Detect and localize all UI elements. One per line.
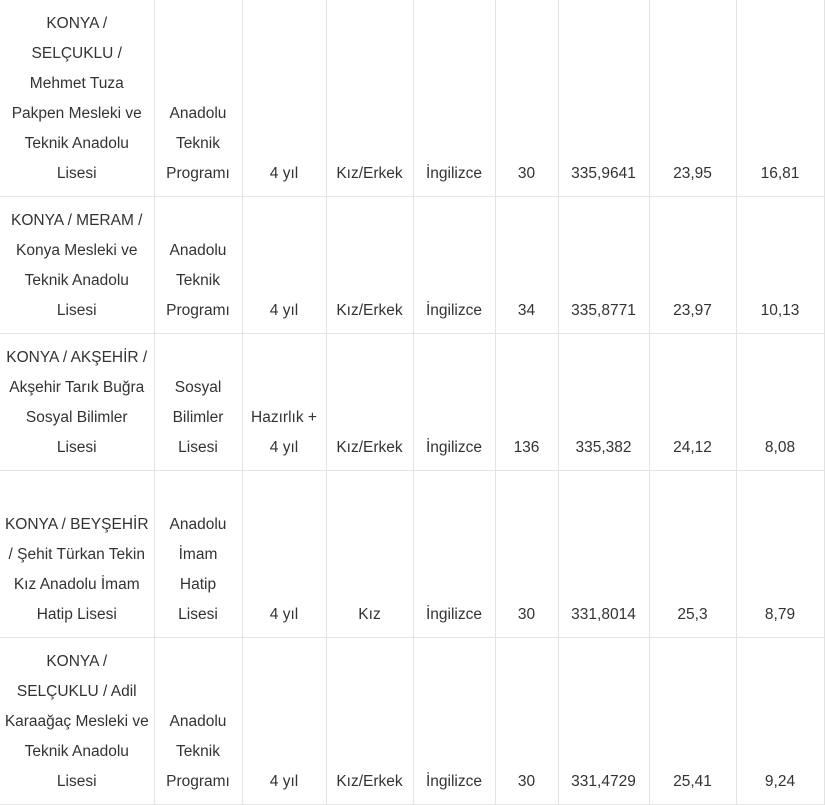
duration-cell: 4 yıl [242, 0, 326, 197]
duration-cell: 4 yıl [242, 638, 326, 805]
school-cell: KONYA / SELÇUKLU / Mehmet Tuza Pakpen Mesleki ve Teknik Anadolu Lisesi [0, 0, 154, 197]
gender-cell: Kız/Erkek [326, 334, 413, 471]
quota-cell: 30 [495, 471, 558, 638]
quota-cell: 34 [495, 197, 558, 334]
table-row [0, 334, 824, 471]
table-row [0, 471, 824, 638]
duration-cell: 4 yıl [242, 197, 326, 334]
program-cell: Anadolu İmam Hatip Lisesi [154, 471, 242, 638]
language-cell: İngilizce [413, 0, 495, 197]
value-cell: 16,81 [736, 0, 824, 197]
quota-cell: 30 [495, 0, 558, 197]
value-cell: 8,08 [736, 334, 824, 471]
school-cell: KONYA / BEYŞEHİR / Şehit Türkan Tekin Kız Anadolu İmam Hatip Lisesi [0, 471, 154, 638]
table-row [0, 0, 824, 197]
value-cell: 25,41 [649, 638, 736, 805]
quota-cell: 136 [495, 334, 558, 471]
gender-cell: Kız/Erkek [326, 197, 413, 334]
program-cell: Anadolu Teknik Programı [154, 197, 242, 334]
score-cell: 331,8014 [558, 471, 649, 638]
duration-cell: 4 yıl [242, 471, 326, 638]
score-cell: 335,9641 [558, 0, 649, 197]
score-cell: 335,382 [558, 334, 649, 471]
gender-cell: Kız/Erkek [326, 0, 413, 197]
program-cell: Sosyal Bilimler Lisesi [154, 334, 242, 471]
value-cell: 25,3 [649, 471, 736, 638]
school-cell: KONYA / SELÇUKLU / Adil Karaağaç Mesleki ve Teknik Anadolu Lisesi [0, 638, 154, 805]
table-row [0, 638, 824, 805]
gender-cell: Kız [326, 471, 413, 638]
language-cell: İngilizce [413, 197, 495, 334]
value-cell: 24,12 [649, 334, 736, 471]
program-cell: Anadolu Teknik Programı [154, 638, 242, 805]
value-cell: 23,95 [649, 0, 736, 197]
table-row [0, 197, 824, 334]
value-cell: 10,13 [736, 197, 824, 334]
language-cell: İngilizce [413, 471, 495, 638]
language-cell: İngilizce [413, 638, 495, 805]
score-cell: 331,4729 [558, 638, 649, 805]
school-cell: KONYA / AKŞEHİR / Akşehir Tarık Buğra Sosyal Bilimler Lisesi [0, 334, 154, 471]
value-cell: 9,24 [736, 638, 824, 805]
school-cell: KONYA / MERAM / Konya Mesleki ve Teknik Anadolu Lisesi [0, 197, 154, 334]
value-cell: 23,97 [649, 197, 736, 334]
gender-cell: Kız/Erkek [326, 638, 413, 805]
value-cell: 8,79 [736, 471, 824, 638]
score-cell: 335,8771 [558, 197, 649, 334]
program-cell: Anadolu Teknik Programı [154, 0, 242, 197]
quota-cell: 30 [495, 638, 558, 805]
language-cell: İngilizce [413, 334, 495, 471]
duration-cell: Hazırlık + 4 yıl [242, 334, 326, 471]
